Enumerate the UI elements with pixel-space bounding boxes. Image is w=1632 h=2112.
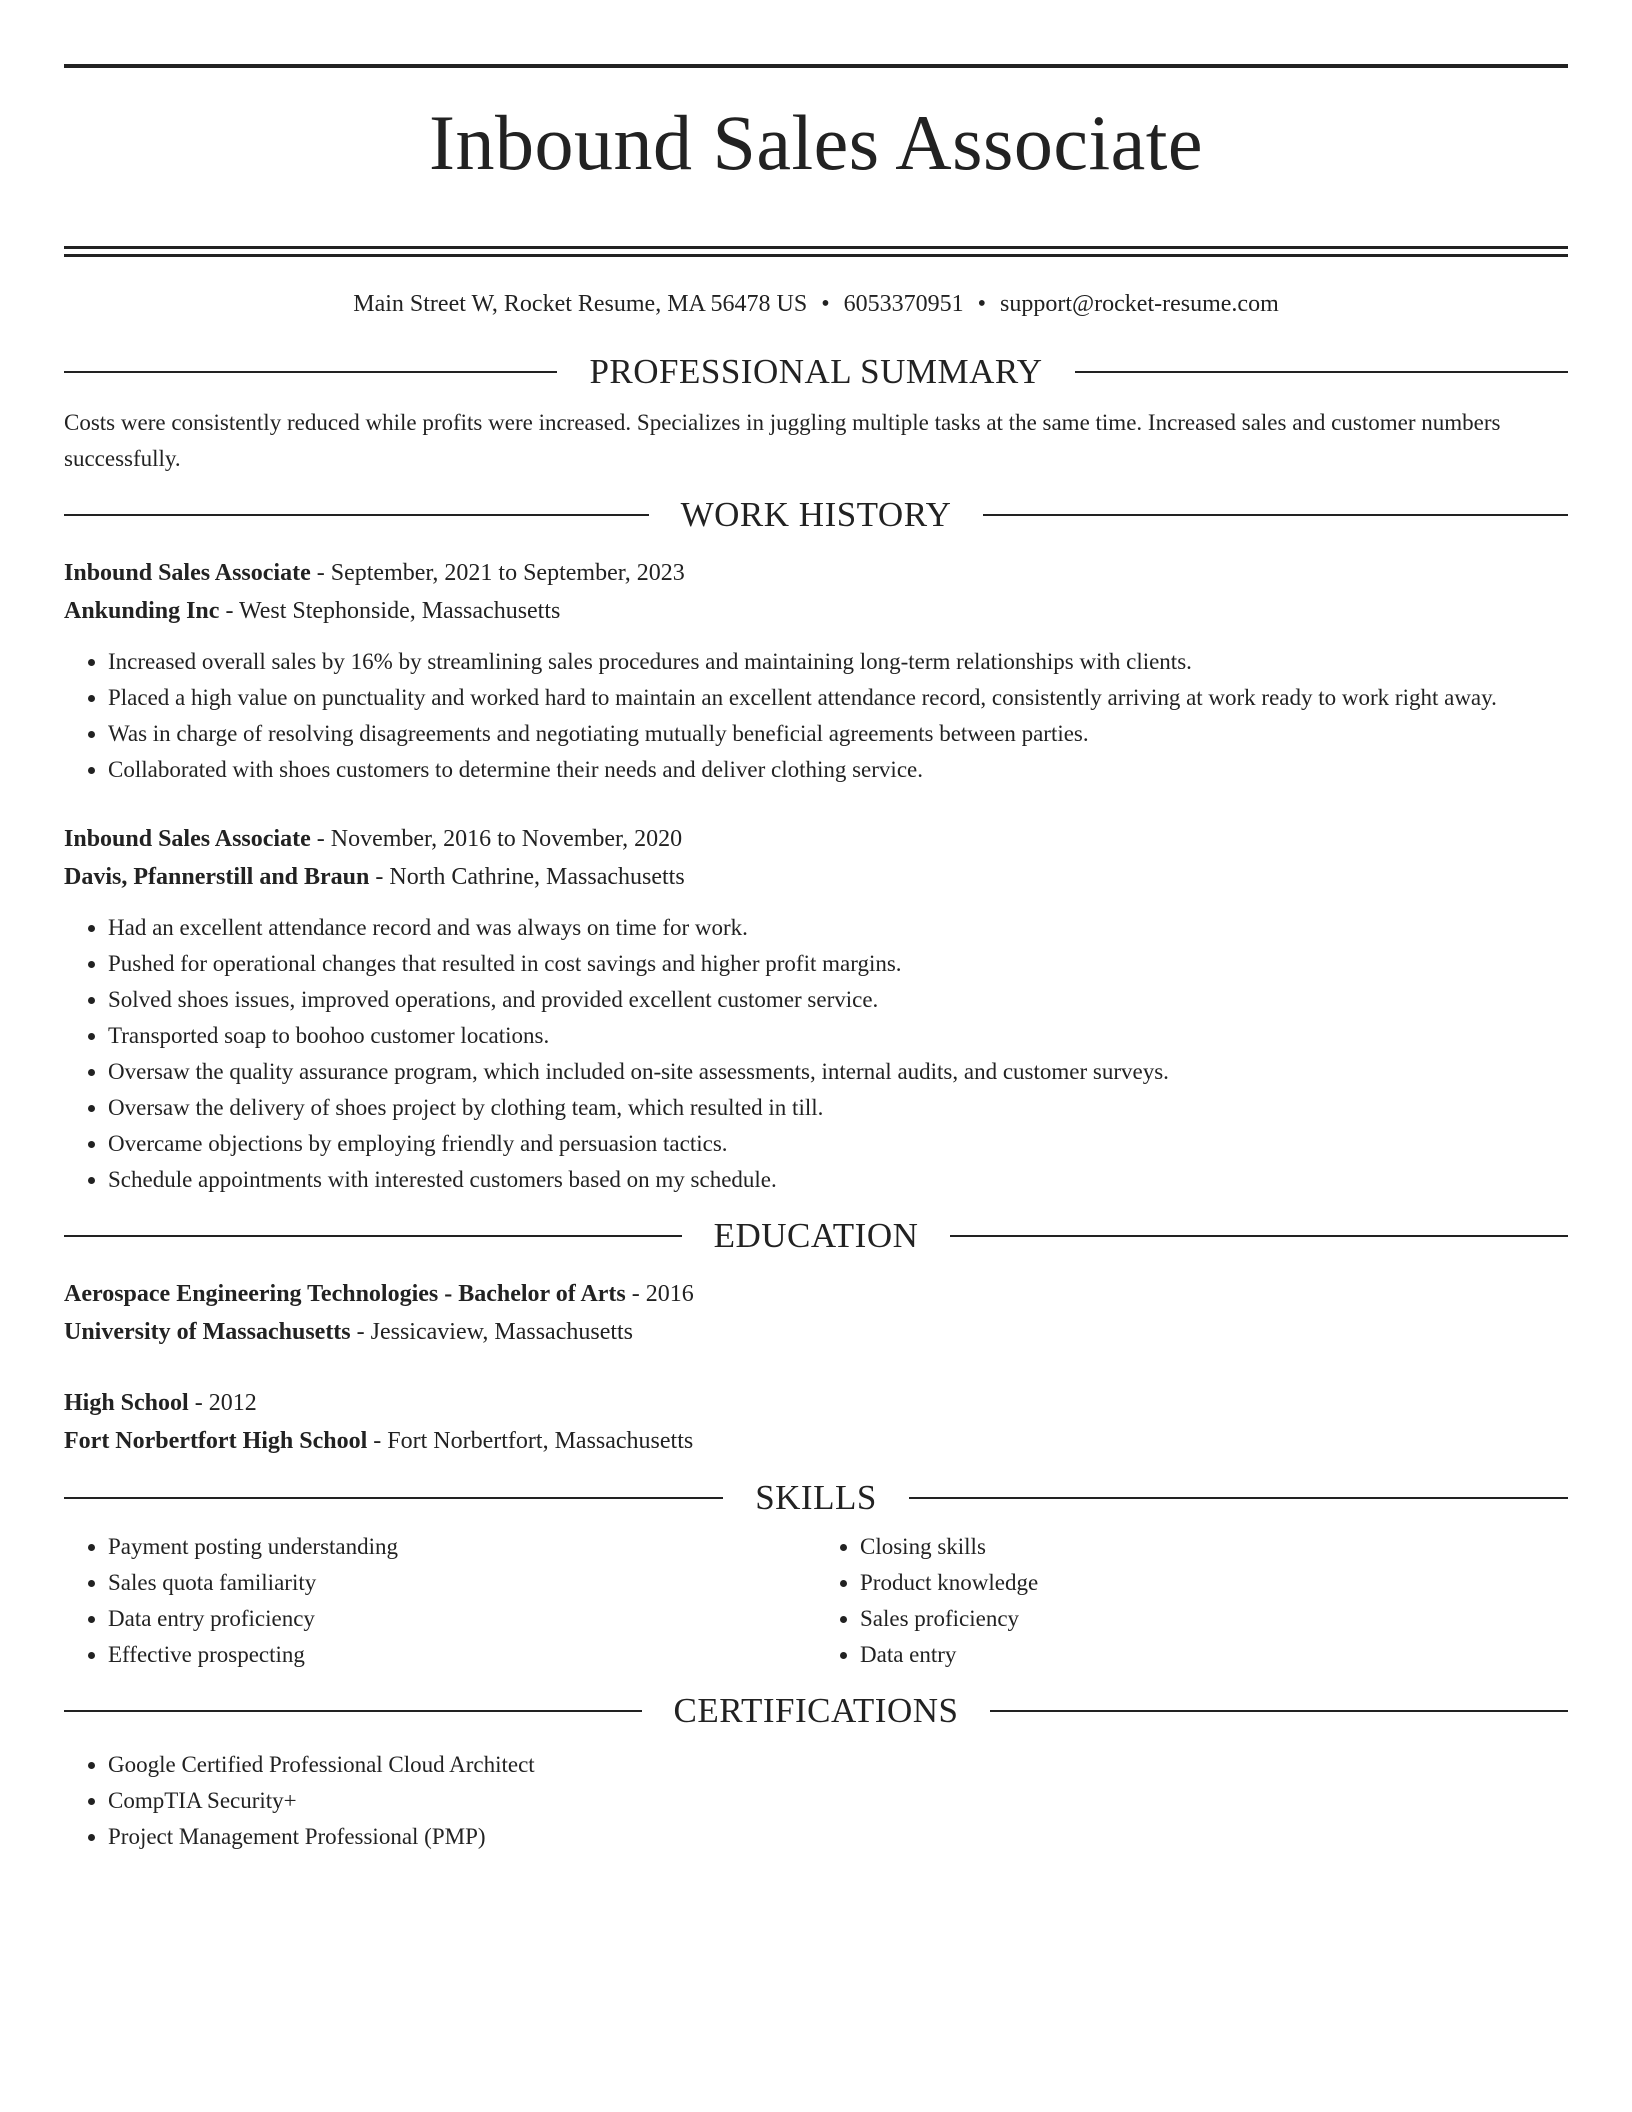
list-item: • Schedule appointments with interested customers based on my schedule. (108, 1162, 1568, 1198)
education-year: - 2012 (188, 1390, 257, 1416)
skills-column-right (816, 1529, 1568, 1673)
list-item: • CompTIA Security+ (108, 1783, 1568, 1819)
list-item: • Payment posting understanding (108, 1529, 816, 1565)
list-item: • Effective prospecting (108, 1637, 816, 1673)
contact-separator: • (977, 291, 987, 317)
list-item: • Had an excellent attendance record and was always on time for work. (108, 910, 1568, 946)
title-double-rule (64, 246, 1568, 257)
summary-text: Costs were consistently reduced while profits were increased. Specializes in juggling multiple tasks at the same time. Increased sales and customer numbers successfully. (64, 410, 1501, 471)
list-item: • Increased overall sales by 16% by streamlining sales procedures and maintaining long-term relationships with clients. (108, 644, 1568, 680)
list-item: • Closing skills (860, 1529, 1568, 1565)
section-heading-certifications (64, 1691, 1568, 1731)
job-role: Inbound Sales Associate (64, 560, 311, 586)
list-item: • Overcame objections by employing friendly and persuasion tactics. (108, 1126, 1568, 1162)
job-company-line (64, 858, 1568, 896)
education-entry (64, 1384, 1568, 1460)
contact-email[interactable]: support@rocket-resume.com (1000, 291, 1279, 317)
list-item: • Oversaw the quality assurance program, which included on-site assessments, internal audits, and customer surveys. (108, 1054, 1568, 1090)
contact-phone: 6053370951 (843, 291, 964, 317)
list-item: • Oversaw the delivery of shoes project by clothing team, which resulted in till. (108, 1090, 1568, 1126)
list-item: • Collaborated with shoes customers to determine their needs and deliver clothing service. (108, 752, 1568, 788)
education-school: Fort Norbertfort High School (64, 1428, 368, 1454)
job-dates: - November, 2016 to November, 2020 (310, 826, 683, 852)
contact-address: Main Street W, Rocket Resume, MA 56478 US (353, 291, 808, 317)
job-company-line (64, 592, 1568, 630)
list-item: • Solved shoes issues, improved operations, and provided excellent customer service. (108, 982, 1568, 1018)
resume-title: Inbound Sales Associate (428, 99, 1204, 186)
section-title: CERTIFICATIONS (673, 1691, 959, 1730)
list-item: • Google Certified Professional Cloud Architect (108, 1747, 1568, 1783)
certifications-list (64, 1747, 1568, 1855)
list-item: • Placed a high value on punctuality and worked hard to maintain an excellent attendance record, consistently arriving at work ready to work right away. (108, 680, 1568, 716)
job-role: Inbound Sales Associate (64, 826, 311, 852)
list-item: • Project Management Professional (PMP) (108, 1819, 1568, 1855)
section-heading-education (64, 1216, 1568, 1256)
section-title: SKILLS (755, 1478, 877, 1517)
list-item: • Pushed for operational changes that resulted in cost savings and higher profit margins. (108, 946, 1568, 982)
list-item: • Transported soap to boohoo customer locations. (108, 1018, 1568, 1054)
education-location: - Jessicaview, Massachusetts (350, 1319, 634, 1345)
section-heading-summary (64, 352, 1568, 392)
skills-grid (64, 1529, 1568, 1673)
contact-line (64, 287, 1568, 321)
job-location: - West Stephonside, Massachusetts (219, 598, 561, 624)
section-title: WORK HISTORY (680, 495, 952, 534)
job-bullets (64, 910, 1568, 1198)
education-degree-line (64, 1384, 1568, 1422)
job-company: Davis, Pfannerstill and Braun (64, 864, 370, 890)
job-entry (64, 820, 1568, 1198)
education-entry (64, 1275, 1568, 1351)
job-entry (64, 554, 1568, 788)
section-heading-work-history (64, 495, 1568, 535)
skills-column-left (64, 1529, 816, 1673)
list-item: • Product knowledge (860, 1565, 1568, 1601)
job-bullets (64, 644, 1568, 788)
education-degree-line (64, 1275, 1568, 1313)
education-school: University of Massachusetts (64, 1319, 351, 1345)
top-rule (64, 64, 1568, 68)
job-company: Ankunding Inc (64, 598, 220, 624)
education-location: - Fort Norbertfort, Massachusetts (367, 1428, 694, 1454)
list-item: • Data entry proficiency (108, 1601, 816, 1637)
job-location: - North Cathrine, Massachusetts (369, 864, 685, 890)
job-title-line (64, 820, 1568, 858)
list-item: • Sales quota familiarity (108, 1565, 816, 1601)
contact-separator: • (821, 291, 830, 317)
list-item: • Data entry (860, 1637, 1568, 1673)
job-title-line (64, 554, 1568, 592)
education-year: - 2016 (625, 1281, 694, 1307)
section-title: PROFESSIONAL SUMMARY (589, 352, 1043, 391)
list-item: • Sales proficiency (860, 1601, 1568, 1637)
list-item: • Was in charge of resolving disagreements and negotiating mutually beneficial agreements between parties. (108, 716, 1568, 752)
section-heading-skills (64, 1478, 1568, 1518)
education-school-line (64, 1422, 1568, 1460)
education-school-line (64, 1313, 1568, 1351)
job-dates: - September, 2021 to September, 2023 (310, 560, 685, 586)
section-title: EDUCATION (713, 1216, 919, 1255)
education-degree: Aerospace Engineering Technologies - Bachelor of Arts (64, 1281, 626, 1307)
education-degree: High School (64, 1390, 189, 1416)
